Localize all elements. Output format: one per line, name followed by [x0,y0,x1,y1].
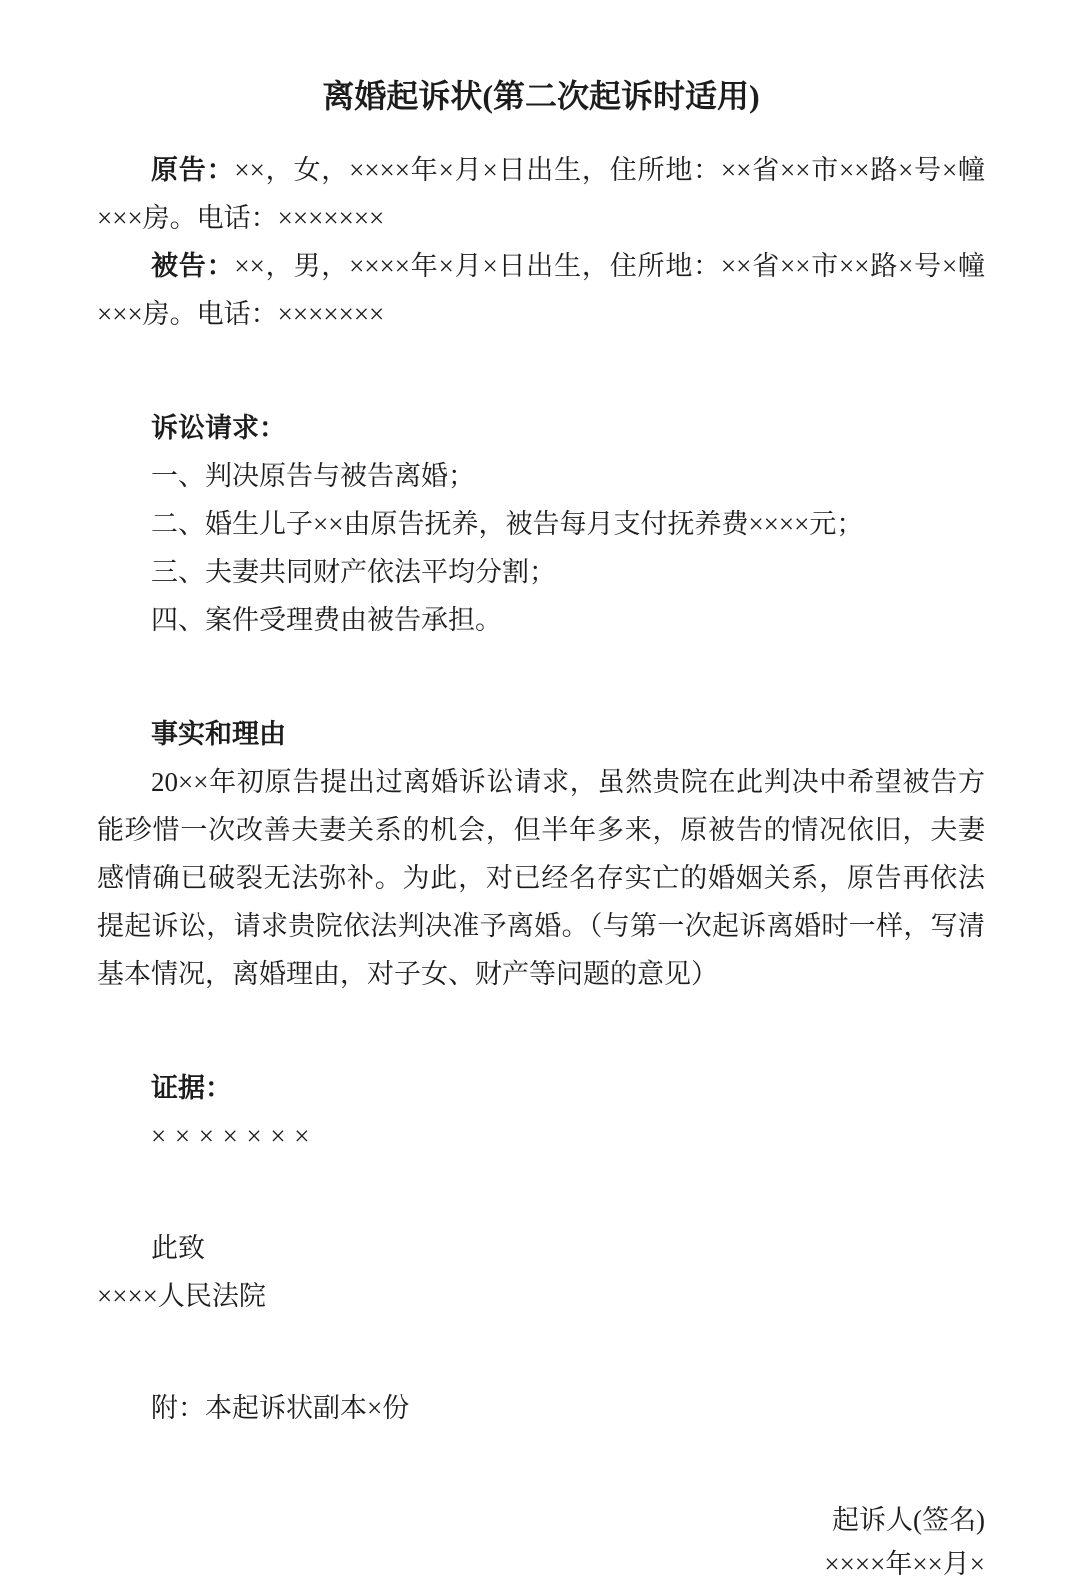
closing-salutation: 此致 [151,1233,205,1263]
signature-block [97,1498,985,1586]
defendant-paragraph [97,242,985,338]
claim-item-4: 四、案件受理费由被告承担。 [151,605,502,635]
claims-heading: 诉讼请求： [151,413,286,443]
document-title: 离婚起诉状(第二次起诉时适用) [322,78,760,114]
claim-item-2: 二、婚生儿子××由原告抚养，被告每月支付抚养费××××元； [151,509,864,539]
plaintiff-info: ××，女，××××年×月×日出生，住所地：××省××市××路×号×幢×××房。电话：××××××× [97,155,985,233]
defendant-info: ××，男，××××年×月×日出生，住所地：××省××市××路×号×幢×××房。电话：××××××× [97,251,985,329]
attachment-note: 附：本起诉状副本×份 [151,1393,410,1423]
claim-item-1: 一、判决原告与被告离婚； [151,461,475,491]
date-line: ××××年××月× [824,1549,985,1579]
evidence-heading: 证据： [151,1073,232,1103]
plaintiff-paragraph [97,146,985,242]
signer-line: 起诉人(签名) [832,1505,985,1535]
plaintiff-label: 原告： [151,155,235,185]
claim-item-3: 三、夫妻共同财产依法平均分割； [151,557,556,587]
facts-body: 20××年初原告提出过离婚诉讼请求，虽然贵院在此判决中希望被告方能珍惜一次改善夫妻关系的机会，但半年多来，原被告的情况依旧，夫妻感情确已破裂无法弥补。为此，对已经名存实亡的婚姻关系，原告再依法提起诉讼，请求贵院依法判决准予离婚。（与第一次起诉离婚时一样，写清基本情况，离婚理由，对子女、财产等问题的意见） [97,767,985,989]
evidence-content: ××××××× [151,1121,319,1151]
defendant-label: 被告： [151,251,235,281]
court-name: ××××人民法院 [97,1281,266,1311]
facts-heading: 事实和理由 [151,719,286,749]
